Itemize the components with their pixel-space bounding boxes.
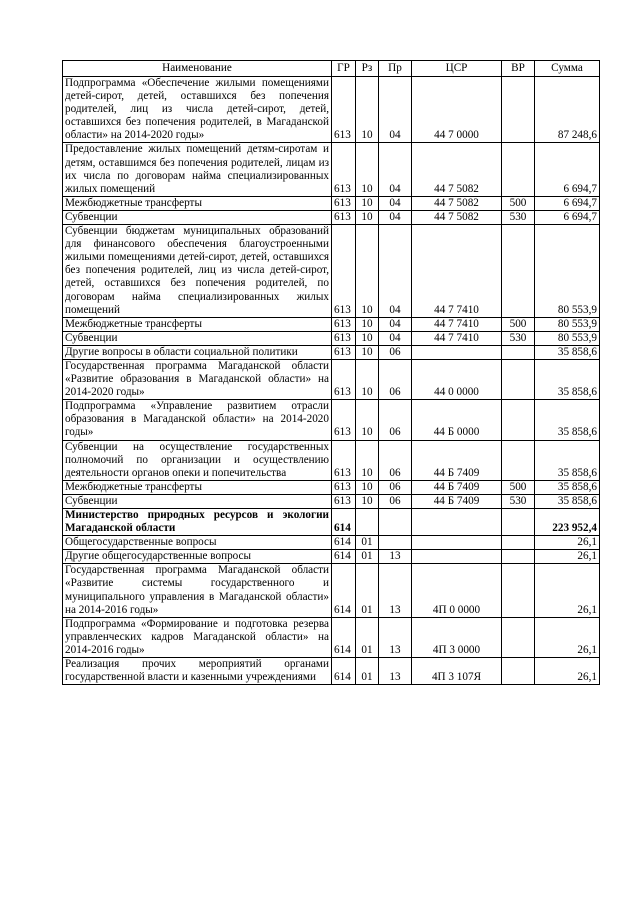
cell-gr: 613 [332, 143, 356, 196]
cell-name: Субвенции [63, 331, 332, 345]
cell-vr [502, 225, 535, 318]
cell-pr: 04 [379, 317, 412, 331]
cell-name: Другие вопросы в области социальной политики [63, 345, 332, 359]
cell-csr: 44 7 7410 [412, 331, 502, 345]
cell-vr: 500 [502, 196, 535, 210]
table-row [63, 440, 600, 480]
cell-name: Подпрограмма «Обеспечение жилыми помещениями детей-сирот, детей, оставшихся без попечения родителей, лиц из числа детей-сирот, детей, оставшихся без попечения родителей, в Магаданской области» на 2014-2020 годы» [63, 77, 332, 143]
cell-gr: 613 [332, 345, 356, 359]
cell-gr: 614 [332, 509, 356, 536]
cell-gr: 613 [332, 210, 356, 224]
cell-pr: 06 [379, 440, 412, 480]
cell-pr: 04 [379, 210, 412, 224]
cell-name: Подпрограмма «Формирование и подготовка резерва управленческих кадров Магаданской области» на 2014-2016 годы» [63, 617, 332, 657]
table-row [63, 196, 600, 210]
cell-sum: 35 858,6 [535, 494, 600, 508]
cell-sum: 80 553,9 [535, 225, 600, 318]
cell-gr: 613 [332, 359, 356, 399]
cell-vr [502, 536, 535, 550]
cell-sum: 35 858,6 [535, 359, 600, 399]
cell-pr: 04 [379, 225, 412, 318]
cell-sum: 80 553,9 [535, 317, 600, 331]
cell-csr: 4П 0 0000 [412, 564, 502, 617]
cell-vr [502, 400, 535, 440]
cell-sum: 223 952,4 [535, 509, 600, 536]
cell-gr: 613 [332, 400, 356, 440]
cell-sum: 35 858,6 [535, 400, 600, 440]
cell-rz: 10 [356, 210, 379, 224]
cell-rz [356, 509, 379, 536]
cell-name: Межбюджетные трансферты [63, 317, 332, 331]
cell-rz: 10 [356, 400, 379, 440]
table-row [63, 359, 600, 399]
cell-gr: 614 [332, 617, 356, 657]
table-body [63, 77, 600, 685]
col-header-gr: ГР [332, 61, 356, 77]
cell-rz: 10 [356, 143, 379, 196]
cell-pr: 06 [379, 345, 412, 359]
table-row [63, 317, 600, 331]
cell-gr: 614 [332, 536, 356, 550]
cell-rz: 01 [356, 617, 379, 657]
cell-rz: 01 [356, 658, 379, 685]
table-row [63, 225, 600, 318]
cell-sum: 26,1 [535, 658, 600, 685]
col-header-sum: Сумма [535, 61, 600, 77]
table-row [63, 658, 600, 685]
cell-gr: 614 [332, 658, 356, 685]
cell-pr: 04 [379, 196, 412, 210]
cell-pr: 04 [379, 143, 412, 196]
table-header-row [63, 61, 600, 77]
cell-rz: 10 [356, 77, 379, 143]
cell-pr: 13 [379, 617, 412, 657]
cell-gr: 614 [332, 550, 356, 564]
cell-sum: 6 694,7 [535, 196, 600, 210]
cell-rz: 10 [356, 494, 379, 508]
cell-rz: 10 [356, 440, 379, 480]
table-row [63, 617, 600, 657]
cell-sum: 26,1 [535, 564, 600, 617]
cell-vr: 500 [502, 317, 535, 331]
cell-name: Министерство природных ресурсов и экологии Магаданской области [63, 509, 332, 536]
cell-csr: 44 7 5082 [412, 196, 502, 210]
cell-csr: 44 Б 7409 [412, 480, 502, 494]
cell-csr: 44 Б 7409 [412, 440, 502, 480]
cell-vr [502, 440, 535, 480]
cell-vr [502, 550, 535, 564]
cell-vr: 530 [502, 210, 535, 224]
cell-name: Межбюджетные трансферты [63, 480, 332, 494]
cell-pr: 13 [379, 564, 412, 617]
cell-vr [502, 345, 535, 359]
cell-csr [412, 536, 502, 550]
cell-sum: 26,1 [535, 536, 600, 550]
cell-sum: 80 553,9 [535, 331, 600, 345]
cell-name: Субвенции бюджетам муниципальных образований для финансового обеспечения благоустроенными жилыми помещениями детей-сирот, детей, оставшихся без попечения родителей, лиц из числа детей-сирот, детей, оставшихся без попечения родителей, по договорам найма специализированных жилых помещений [63, 225, 332, 318]
cell-rz: 10 [356, 345, 379, 359]
cell-pr: 04 [379, 331, 412, 345]
cell-csr: 44 7 5082 [412, 143, 502, 196]
cell-csr: 44 7 5082 [412, 210, 502, 224]
cell-gr: 613 [332, 317, 356, 331]
table-row [63, 331, 600, 345]
cell-vr: 530 [502, 494, 535, 508]
col-header-name: Наименование [63, 61, 332, 77]
cell-pr: 04 [379, 77, 412, 143]
cell-name: Субвенции [63, 210, 332, 224]
cell-pr: 13 [379, 658, 412, 685]
cell-sum: 35 858,6 [535, 480, 600, 494]
cell-vr: 500 [502, 480, 535, 494]
table-row [63, 564, 600, 617]
cell-name: Предоставление жилых помещений детям-сиротам и детям, оставшимся без попечения родителей, лицам из их числа по договорам найма специализированных жилых помещений [63, 143, 332, 196]
cell-csr: 44 7 0000 [412, 77, 502, 143]
table-row [63, 494, 600, 508]
cell-csr [412, 345, 502, 359]
cell-vr [502, 359, 535, 399]
cell-pr: 06 [379, 480, 412, 494]
cell-csr: 44 Б 0000 [412, 400, 502, 440]
cell-csr [412, 509, 502, 536]
cell-rz: 01 [356, 536, 379, 550]
cell-name: Другие общегосударственные вопросы [63, 550, 332, 564]
cell-gr: 614 [332, 564, 356, 617]
table-row [63, 77, 600, 143]
cell-csr: 4П 3 0000 [412, 617, 502, 657]
cell-name: Государственная программа Магаданской области «Развитие образования в Магаданской области» на 2014-2020 годы» [63, 359, 332, 399]
cell-pr [379, 536, 412, 550]
cell-pr: 13 [379, 550, 412, 564]
cell-sum: 87 248,6 [535, 77, 600, 143]
cell-name: Реализация прочих мероприятий органами государственной власти и казенными учреждениями [63, 658, 332, 685]
table-row [63, 480, 600, 494]
budget-table [62, 60, 600, 685]
col-header-pr: Пр [379, 61, 412, 77]
cell-rz: 10 [356, 359, 379, 399]
cell-name: Общегосударственные вопросы [63, 536, 332, 550]
cell-gr: 613 [332, 331, 356, 345]
cell-sum: 35 858,6 [535, 345, 600, 359]
table-row [63, 400, 600, 440]
cell-vr [502, 617, 535, 657]
cell-sum: 6 694,7 [535, 143, 600, 196]
cell-vr [502, 564, 535, 617]
table-row [63, 550, 600, 564]
cell-rz: 10 [356, 225, 379, 318]
cell-name: Субвенции [63, 494, 332, 508]
cell-sum: 26,1 [535, 550, 600, 564]
cell-gr: 613 [332, 494, 356, 508]
cell-rz: 10 [356, 480, 379, 494]
cell-gr: 613 [332, 225, 356, 318]
cell-pr: 06 [379, 494, 412, 508]
cell-rz: 01 [356, 564, 379, 617]
cell-gr: 613 [332, 440, 356, 480]
col-header-rz: Рз [356, 61, 379, 77]
cell-pr: 06 [379, 400, 412, 440]
cell-csr [412, 550, 502, 564]
cell-gr: 613 [332, 196, 356, 210]
cell-sum: 6 694,7 [535, 210, 600, 224]
cell-csr: 44 7 7410 [412, 225, 502, 318]
cell-vr: 530 [502, 331, 535, 345]
cell-name: Субвенции на осуществление государственных полномочий по организации и осуществлению деятельности органов опеки и попечительства [63, 440, 332, 480]
cell-rz: 10 [356, 317, 379, 331]
cell-csr: 44 7 7410 [412, 317, 502, 331]
cell-rz: 10 [356, 331, 379, 345]
cell-rz: 01 [356, 550, 379, 564]
cell-name: Межбюджетные трансферты [63, 196, 332, 210]
cell-csr: 4П 3 107Я [412, 658, 502, 685]
cell-csr: 44 Б 7409 [412, 494, 502, 508]
cell-name: Государственная программа Магаданской области «Развитие системы государственного и муниципального управления в Магаданской области» на 2014-2016 годы» [63, 564, 332, 617]
col-header-csr: ЦСР [412, 61, 502, 77]
cell-pr: 06 [379, 359, 412, 399]
cell-vr [502, 77, 535, 143]
cell-vr [502, 509, 535, 536]
cell-gr: 613 [332, 77, 356, 143]
cell-name: Подпрограмма «Управление развитием отрасли образования в Магаданской области» на 2014-2020 годы» [63, 400, 332, 440]
cell-vr [502, 143, 535, 196]
cell-vr [502, 658, 535, 685]
cell-csr: 44 0 0000 [412, 359, 502, 399]
cell-pr [379, 509, 412, 536]
col-header-vr: ВР [502, 61, 535, 77]
table-row [63, 536, 600, 550]
cell-sum: 35 858,6 [535, 440, 600, 480]
cell-gr: 613 [332, 480, 356, 494]
table-row [63, 345, 600, 359]
table-row [63, 143, 600, 196]
table-row [63, 509, 600, 536]
cell-rz: 10 [356, 196, 379, 210]
cell-sum: 26,1 [535, 617, 600, 657]
table-row [63, 210, 600, 224]
